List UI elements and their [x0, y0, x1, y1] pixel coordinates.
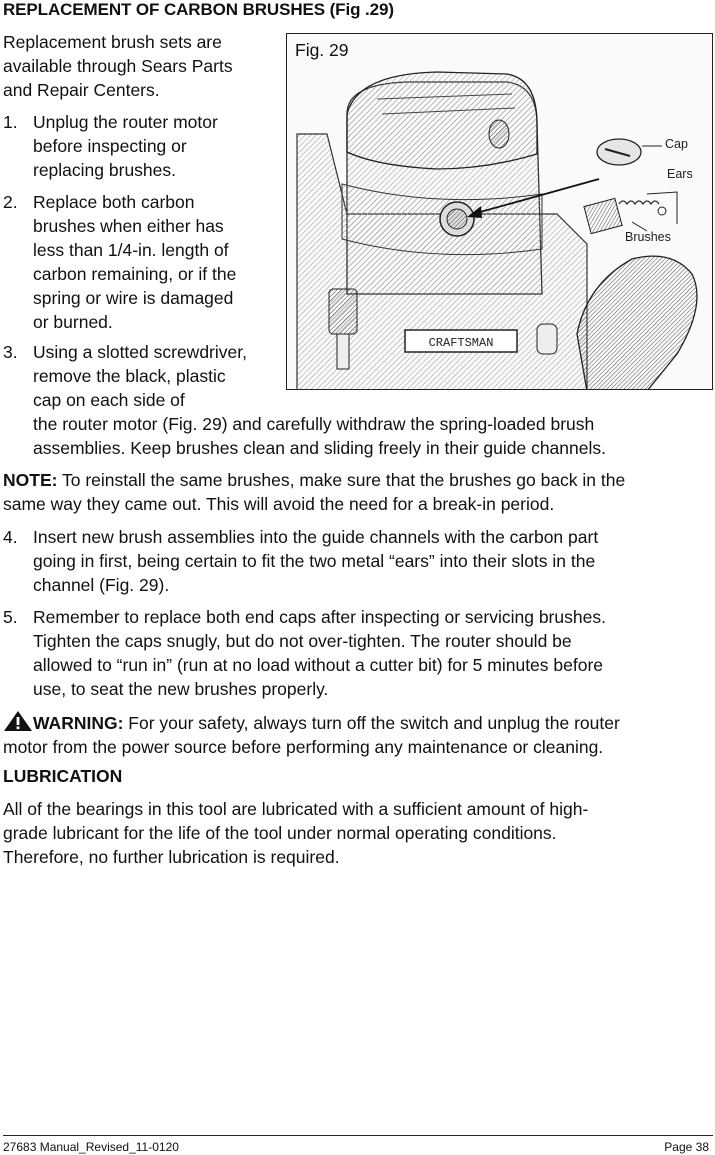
step-line: brushes when either has	[33, 216, 224, 236]
lubrication-line: All of the bearings in this tool are lubricated with a sufficient amount of high-	[3, 799, 589, 819]
step-number: 3.	[3, 342, 18, 362]
step-line: Unplug the router motor	[33, 112, 218, 132]
step-line: Replace both carbon	[33, 192, 195, 212]
lubrication-line: Therefore, no further lubrication is required.	[3, 847, 340, 867]
step-line: Using a slotted screwdriver,	[33, 342, 247, 362]
brand-plate-text: CRAFTSMAN	[428, 336, 494, 350]
warning-line: motor from the power source before performing any maintenance or cleaning.	[3, 737, 604, 757]
note-line: same way they came out. This will avoid the need for a break-in period.	[3, 494, 555, 514]
step-number: 5.	[3, 607, 18, 627]
section-title: REPLACEMENT OF CARBON BRUSHES (Fig .29)	[3, 0, 394, 19]
lubrication-line: grade lubricant for the life of the tool under normal operating conditions.	[3, 823, 557, 843]
step-number: 1.	[3, 112, 18, 132]
figure-29	[286, 33, 713, 390]
step-line: cap on each side of	[33, 390, 185, 410]
lubrication-paragraph	[3, 797, 713, 869]
router-motor-illustration	[287, 34, 713, 390]
intro-paragraph	[3, 30, 273, 102]
step-1	[3, 110, 283, 182]
step-4	[3, 525, 708, 597]
step-5	[3, 605, 708, 701]
callout-brushes: Brushes	[625, 230, 671, 244]
warning-paragraph	[3, 710, 713, 759]
intro-line: Replacement brush sets are	[3, 32, 222, 52]
warning-label: WARNING:	[33, 713, 124, 733]
note-label: NOTE:	[3, 470, 58, 490]
step-line: spring or wire is damaged	[33, 288, 234, 308]
warning-line: For your safety, always turn off the switch and unplug the router	[123, 713, 620, 733]
step-line: assemblies. Keep brushes clean and sliding freely in their guide channels.	[33, 438, 606, 458]
step-line: going in first, being certain to fit the two metal “ears” into their slots in the	[33, 551, 596, 571]
step-number: 2.	[3, 192, 18, 212]
step-line: carbon remaining, or if the	[33, 264, 237, 284]
step-line: remove the black, plastic	[33, 366, 226, 386]
step-line: allowed to “run in” (run at no load without a cutter bit) for 5 minutes before	[33, 655, 604, 675]
warning-triangle-icon	[3, 710, 33, 732]
step-2	[3, 190, 283, 334]
step-line: use, to seat the new brushes properly.	[33, 679, 329, 699]
callout-ears: Ears	[667, 167, 693, 181]
footer-page-number: Page 38	[664, 1140, 709, 1154]
step-line: less than 1/4-in. length of	[33, 240, 229, 260]
step-line: Remember to replace both end caps after inspecting or servicing brushes.	[33, 607, 606, 627]
intro-line: available through Sears Parts	[3, 56, 233, 76]
step-line: before inspecting or	[33, 136, 187, 156]
callout-cap: Cap	[665, 137, 688, 151]
note-line: To reinstall the same brushes, make sure that the brushes go back in the	[57, 470, 626, 490]
step-line: channel (Fig. 29).	[33, 575, 170, 595]
step-line: or burned.	[33, 312, 113, 332]
step-line: the router motor (Fig. 29) and carefully withdraw the spring-loaded brush	[33, 414, 595, 434]
step-line: replacing brushes.	[33, 160, 176, 180]
figure-label: Fig. 29	[295, 40, 349, 60]
note-paragraph	[3, 468, 713, 516]
step-line: Insert new brush assemblies into the guide channels with the carbon part	[33, 527, 599, 547]
lubrication-heading: LUBRICATION	[3, 766, 123, 786]
footer-document-id: 27683 Manual_Revised_11-0120	[3, 1140, 179, 1154]
step-number: 4.	[3, 527, 18, 547]
footer-divider	[3, 1135, 713, 1136]
intro-line: and Repair Centers.	[3, 80, 160, 100]
step-line: Tighten the caps snugly, but do not over-tighten. The router should be	[33, 631, 572, 651]
